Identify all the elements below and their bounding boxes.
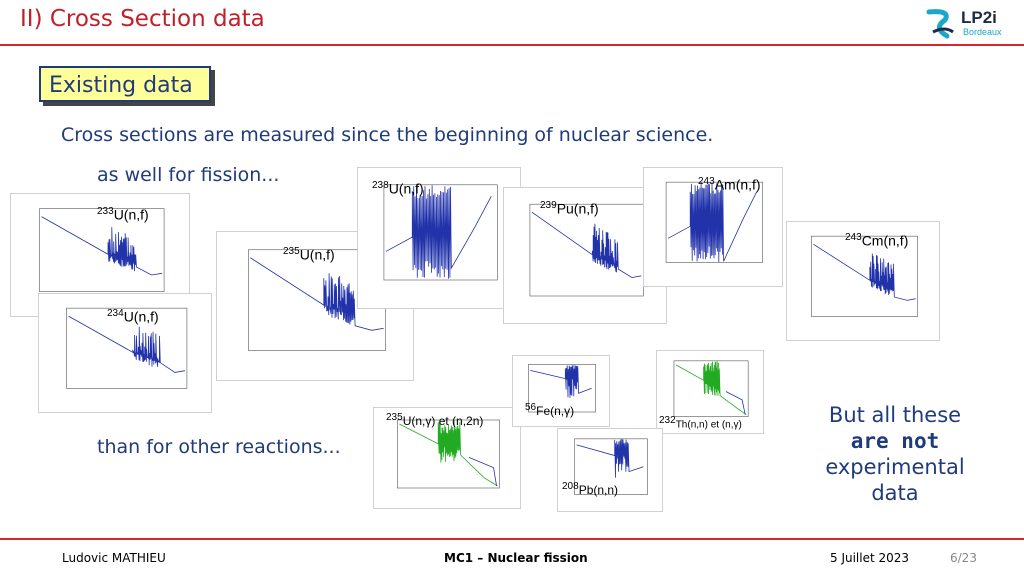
- conclusion-line-3: experimental: [825, 455, 965, 479]
- header-divider: [0, 44, 1024, 46]
- plot-u234: [38, 293, 212, 413]
- plot-label-pu239: $^{239}$Pu(n,f): [540, 200, 599, 217]
- plot-u238: [357, 167, 521, 309]
- plot-pb208: [557, 428, 663, 512]
- plot-label-pb208: $^{208}$Pb(n,n): [562, 481, 619, 497]
- plot-th232: [656, 350, 764, 434]
- plot-am243: [643, 167, 783, 287]
- footer-page-number: 6/23: [950, 551, 977, 565]
- plot-label-u235: $^{235}$U(n,f): [283, 246, 335, 263]
- logo-name: LP2i: [961, 8, 997, 27]
- plot-frame: [530, 204, 643, 296]
- cross-section-curve: [41, 217, 162, 275]
- conclusion-line-1: But all these: [828, 403, 962, 427]
- conclusion-text: [820, 402, 970, 506]
- footer-divider: [0, 538, 1024, 540]
- capture-curve: [676, 361, 746, 415]
- plot-label-u233: $^{233}$U(n,f): [97, 206, 149, 223]
- cross-section-curve: [386, 185, 491, 279]
- cross-section-curve: [577, 439, 644, 478]
- plot-u235-capture: [373, 407, 521, 509]
- plot-fe56: [512, 355, 610, 427]
- footer-date: 5 Juillet 2023: [830, 551, 910, 565]
- n2n-curve: [726, 392, 745, 415]
- footer-author: Ludovic MATHIEU: [62, 551, 166, 565]
- logo-mark-icon: [925, 6, 959, 40]
- logo-subtitle: Bordeaux: [963, 27, 1002, 37]
- plot-label-u234: $^{234}$U(n,f): [107, 308, 159, 325]
- section-label: Existing data: [39, 66, 211, 102]
- other-reactions-caption: than for other reactions...: [97, 436, 341, 458]
- n2n-curve: [469, 457, 497, 486]
- plot-label-am243: $^{243}$Am(n,f): [698, 176, 761, 193]
- plot-cm243: [786, 221, 940, 341]
- footer-course: MC1 – Nuclear fission: [444, 551, 588, 565]
- lp2i-logo: [925, 6, 1015, 40]
- cross-section-curve: [532, 212, 641, 277]
- plot-label-fe56: $^{56}$Fe(n,γ): [525, 402, 575, 418]
- conclusion-line-4: data: [871, 481, 919, 505]
- plot-label-u235-capture: $^{235}$U(n,γ) et (n,2n): [386, 412, 484, 428]
- plot-label-cm243: $^{243}$Cm(n,f): [845, 232, 909, 249]
- plot-label-u238: $^{238}$U(n,f): [372, 180, 424, 197]
- fission-caption: as well for fission...: [97, 164, 280, 186]
- slide-title: II) Cross Section data: [20, 6, 265, 32]
- capture-curve: [399, 420, 497, 486]
- cross-section-curve: [530, 365, 591, 398]
- cross-section-curve: [813, 244, 915, 300]
- cross-section-curve: [668, 182, 757, 262]
- plot-label-th232: $^{232}$Th(n,n) et (n,γ): [659, 415, 742, 431]
- intro-text: Cross sections are measured since the beginning of nuclear science.: [61, 124, 714, 146]
- conclusion-emphasis: are not: [850, 429, 940, 453]
